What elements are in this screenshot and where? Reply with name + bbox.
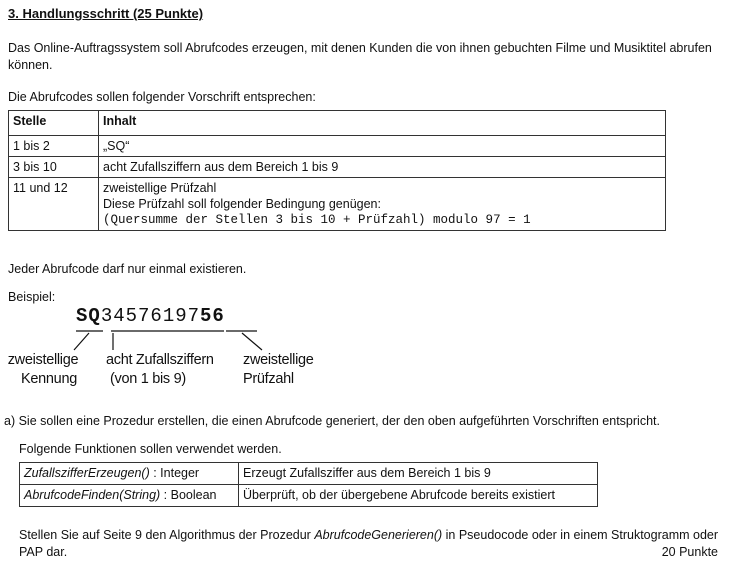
points-label: 20 Punkte [661, 545, 718, 559]
code-digits: 34576197 [100, 305, 201, 327]
rules-intro: Die Abrufcodes sollen folgender Vorschrift entsprechen: [8, 90, 316, 104]
cell-inhalt-line2: Diese Prüfzahl soll folgender Bedingung genügen: [103, 197, 381, 211]
example-label: Beispiel: [8, 290, 56, 304]
unique-note: Jeder Abrufcode darf nur einmal existieren. [8, 262, 247, 276]
function-description: Überprüft, ob der übergebene Abrufcode bereits existiert [239, 485, 598, 507]
cell-inhalt-line1: zweistellige Prüfzahl [103, 181, 217, 195]
function-signature: ZufallszifferErzeugen() : Integer [20, 463, 239, 485]
functions-table [19, 462, 598, 507]
cell-stelle: 11 und 12 [9, 178, 99, 231]
cell-stelle: 3 bis 10 [9, 157, 99, 178]
check-formula: (Quersumme der Stellen 3 bis 10 + Prüfzahl) modulo 97 = 1 [103, 213, 531, 227]
table-row [20, 463, 598, 485]
cell-stelle: 1 bis 2 [9, 136, 99, 157]
table-row [20, 485, 598, 507]
column-header-stelle: Stelle [9, 111, 99, 136]
functions-intro: Folgende Funktionen sollen verwendet werden. [19, 442, 282, 456]
cell-inhalt: acht Zufallsziffern aus dem Bereich 1 bis 9 [99, 157, 666, 178]
task-a: a) Sie sollen eine Prozedur erstellen, die einen Abrufcode generiert, der den oben aufgeführten Vorschriften entspricht. [4, 414, 660, 428]
label-zufallsziffern: acht Zufallsziffern (von 1 bis 9) [106, 352, 214, 387]
intro-paragraph: Das Online-Auftragssystem soll Abrufcodes erzeugen, mit denen Kunden die von ihnen gebuchten Filme und Musiktitel abrufen können. [8, 41, 712, 72]
function-signature: AbrufcodeFinden(String) : Boolean [20, 485, 239, 507]
section-heading: 3. Handlungsschritt (25 Punkte) [8, 6, 204, 21]
final-instruction: Stellen Sie auf Seite 9 den Algorithmus der Prozedur AbrufcodeGenerieren() in Pseudocode oder in einem Struktogramm oder PAP dar. [19, 528, 719, 559]
cell-inhalt: „SQ“ [99, 136, 666, 157]
label-kennung: zweistellige Kennung [7, 352, 79, 387]
code-prefix: SQ [76, 305, 101, 327]
function-description: Erzeugt Zufallsziffer aus dem Bereich 1 bis 9 [239, 463, 598, 485]
label-pruefzahl: zweistellige Prüfzahl [243, 352, 314, 387]
code-check: 56 [200, 305, 225, 327]
column-header-inhalt: Inhalt [99, 111, 666, 136]
